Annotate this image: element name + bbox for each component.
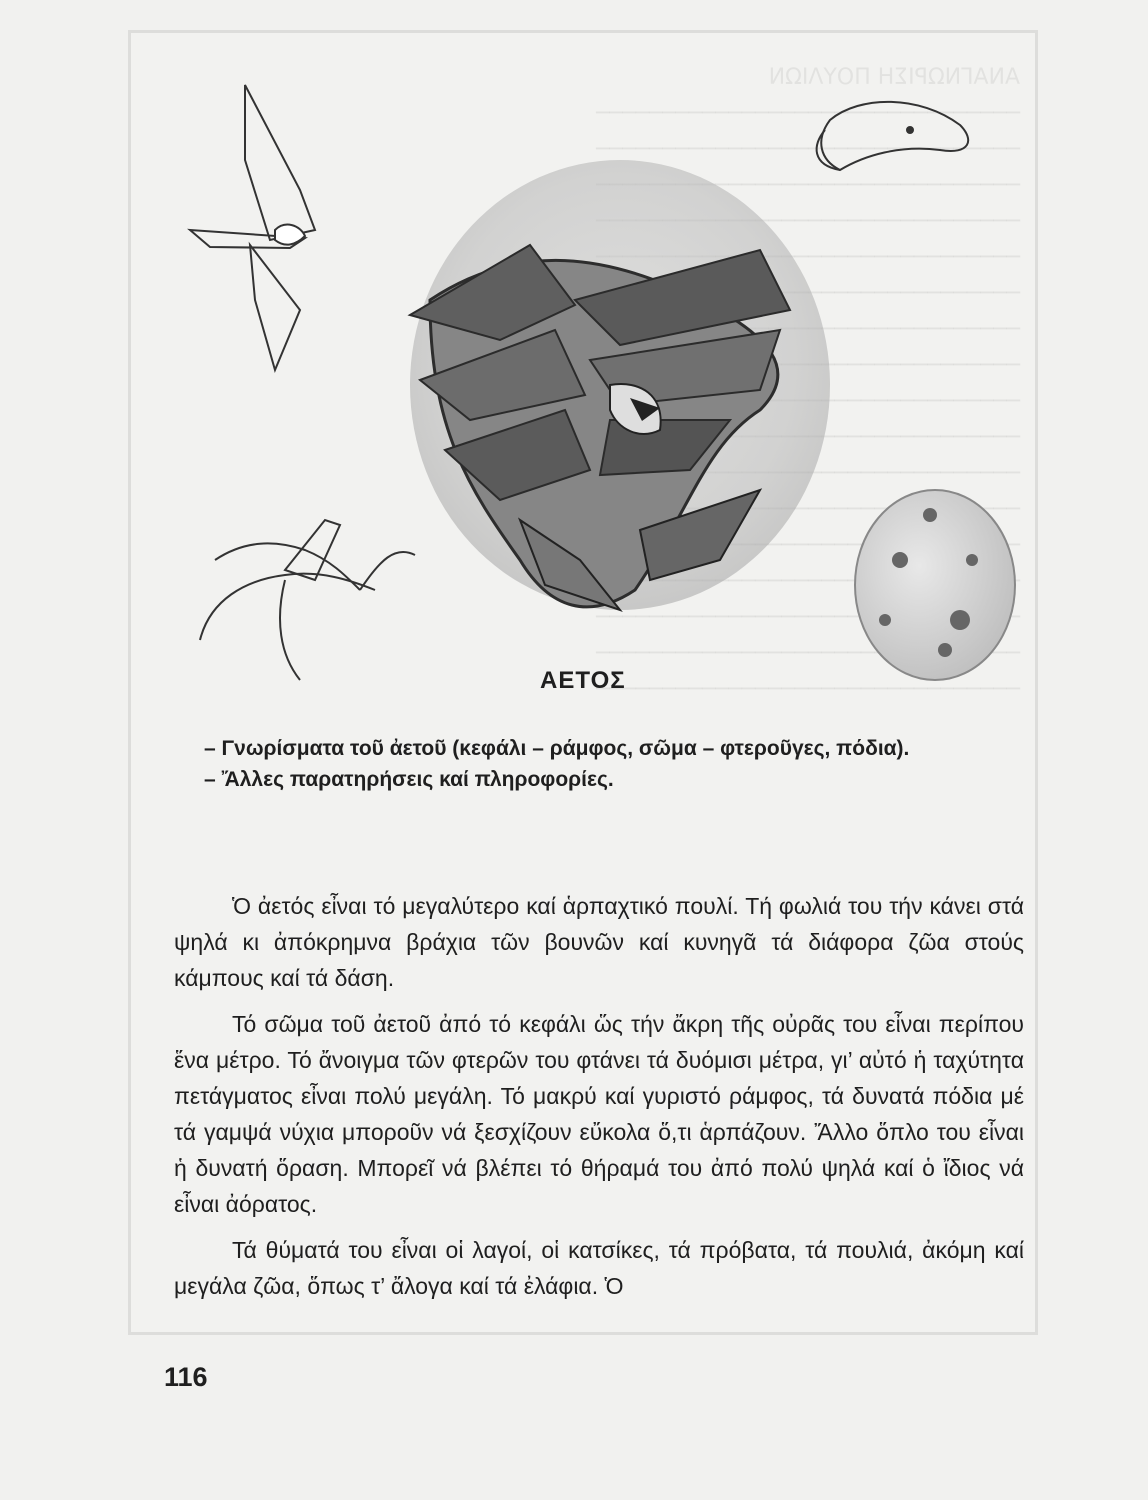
paragraph: Ὁ ἀετός εἶναι τό μεγαλύτερο καί ἁρπαχτικό πουλί. Τή φωλιά του τήν κάνει στά ψηλά κι ἀπόκρημνα βράχια τῶν βουνῶν καί κυνηγᾶ τά διάφορα ζῶα στούς κάμπους καί τά δάση.	[174, 893, 1024, 991]
topic-point: – Ἄλλες παρατηρήσεις καί πληροφορίες.	[204, 768, 614, 791]
page-title: ΑΕΤΟΣ	[540, 667, 626, 694]
paragraph: Τά θύματά του εἶναι οἱ λαγοί, οἱ κατσίκες, τά πρόβατα, τά πουλιά, ἀκόμη καί μεγάλα ζῶα, ὅπως τ’ ἄλογα καί τά ἐλάφια. Ὁ	[174, 1237, 1024, 1299]
page-number: 116	[164, 1362, 208, 1392]
bleed-through-text: ΑΝΑΓΝΩΡΙΣΗ ΠΟΥΛΙΩΝ ──────────────────────────────── ──────────────────────────────── ──────────────────────────────── ──────────────────────────────── ──────────────────────────────── ──────────────────────────────── ──────────────────────────────── ──────────────────────────────── ──────────────────────────────── ──────────────────────────────── ────────────────────────────────	[596, 65, 1020, 702]
topic-points	[204, 733, 1014, 795]
eagle-head-sketch	[817, 102, 969, 170]
seabird-sketch	[190, 85, 315, 370]
eagle-illustration	[0, 0, 1148, 700]
paragraph: Τό σῶμα τοῦ ἀετοῦ ἀπό τό κεφάλι ὥς τήν ἄκρη τῆς οὐρᾶς του εἶναι περίπου ἕνα μέτρο. Τό ἄνοιγμα τῶν φτερῶν του φτάνει τά δυόμισι μέτρα, γι’ αὐτό ἡ ταχύτητα πετάγματος εἶναι πολύ μεγάλη. Τό μακρύ καί γυριστό ράμφος, τά δυνατά πόδια μέ τά γαμψά νύχια μποροῦν νά ξεσχίζουν εὔκολα ὅ,τι ἁρπάζουν. Ἄλλο ὅπλο του εἶναι ἡ δυνατή ὅραση. Μπορεῖ νά βλέπει τό θήραμά του ἀπό πολύ ψηλά καί ὁ ἴδιος νά εἶναι ἀόρατος.	[174, 1011, 1024, 1217]
egg-sketch	[855, 490, 1015, 680]
topic-point: – Γνωρίσματα τοῦ ἀετοῦ (κεφάλι – ράμφος, σῶμα – φτεροῦγες, πόδια).	[204, 737, 910, 760]
body-text	[174, 888, 1024, 1314]
talons-sketch	[200, 520, 415, 680]
